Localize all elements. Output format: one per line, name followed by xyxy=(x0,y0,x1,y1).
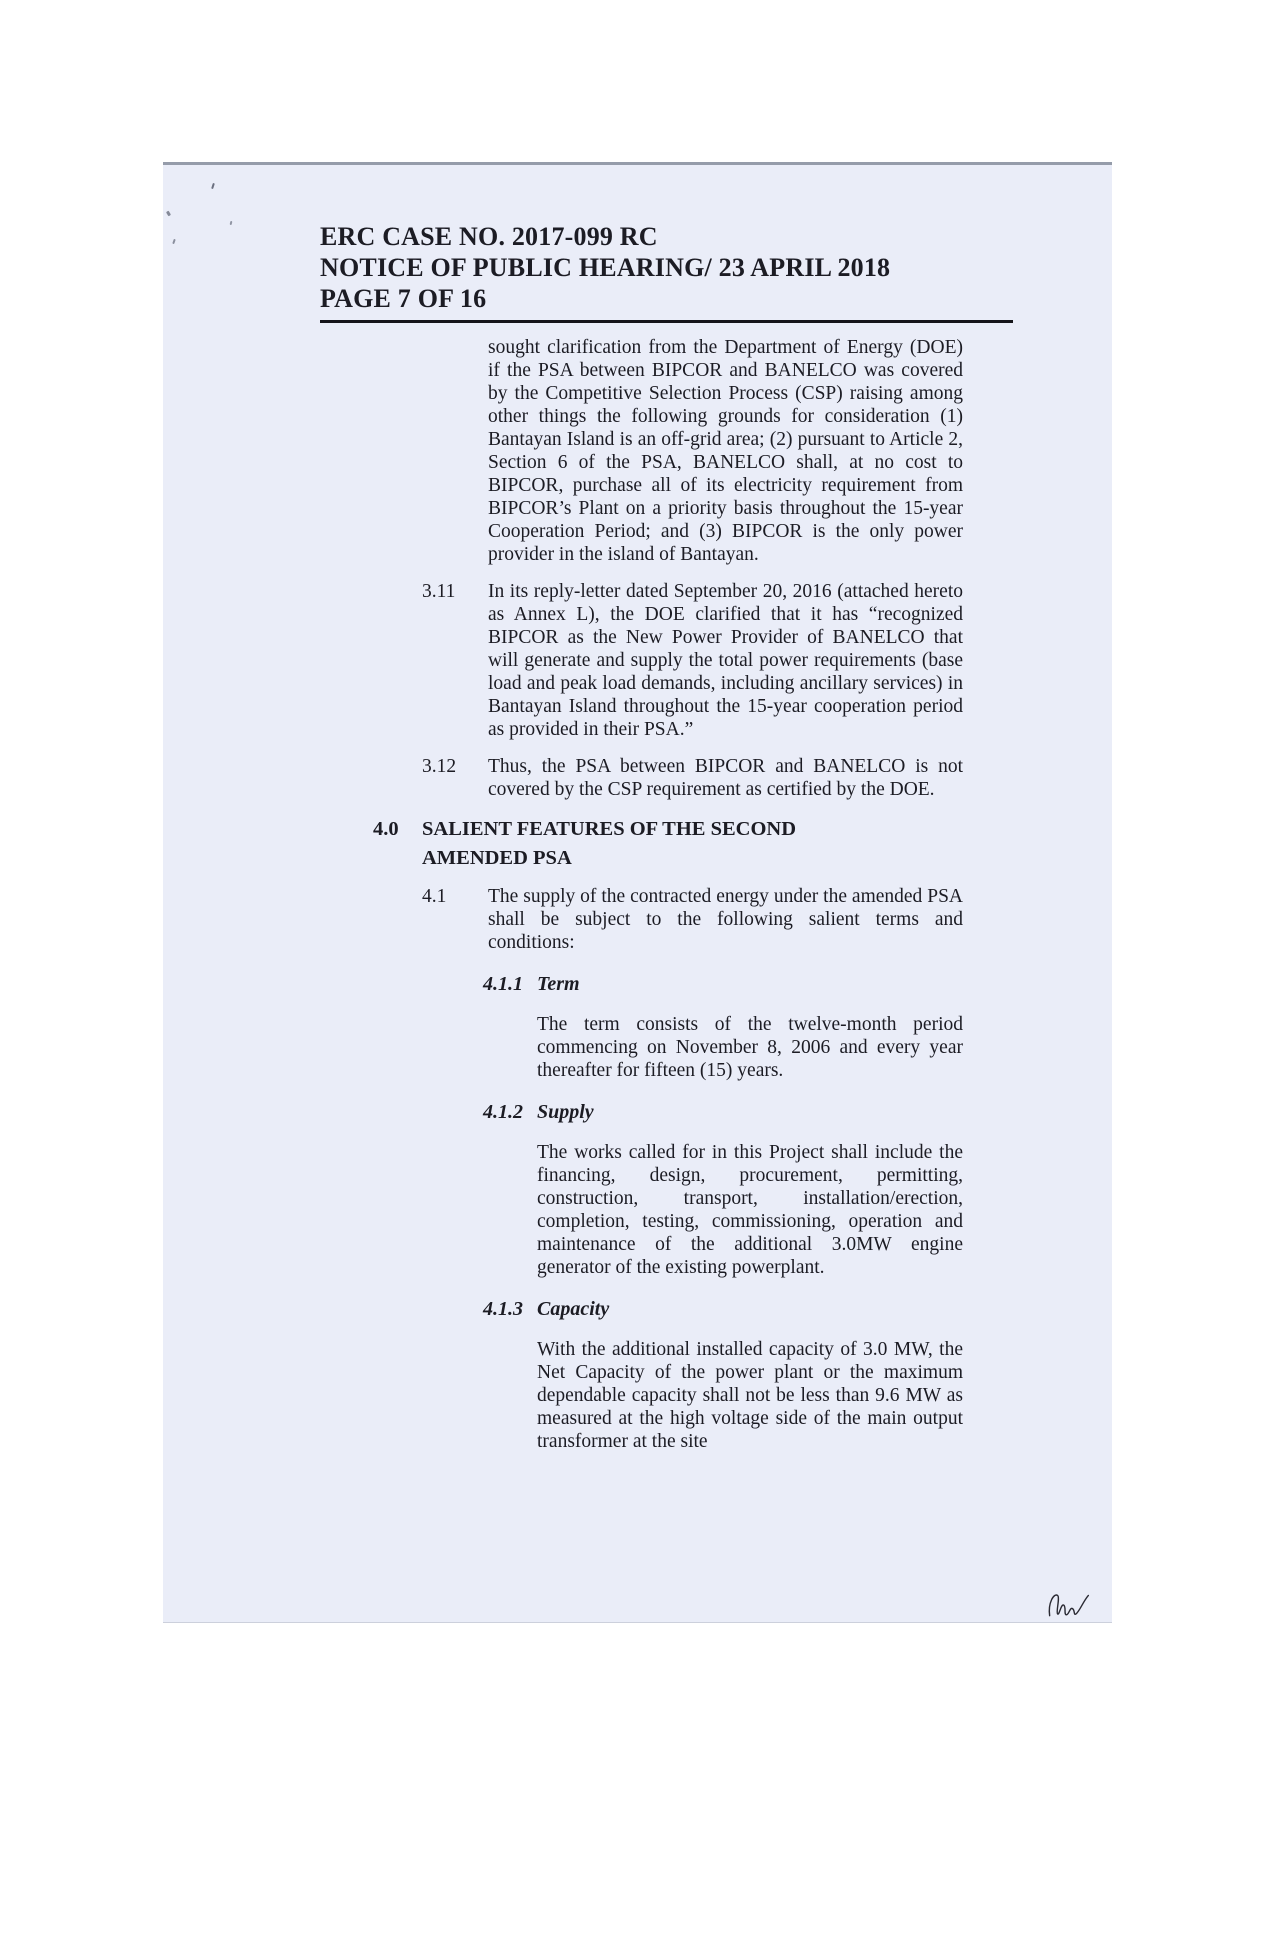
section-4-0-heading-text: SALIENT FEATURES OF THE SECOND AMENDED PSA xyxy=(422,818,797,869)
scan-speck xyxy=(166,211,171,217)
paragraph-3-12-text: Thus, the PSA between BIPCOR and BANELCO is not covered by the CSP requirement as certified by the DOE. xyxy=(488,756,963,800)
document-blocks xyxy=(163,336,1112,1467)
subbody-4-1-2: The works called for in this Project shall include the financing, design, procurement, permitting, construction, transport, installation/erection, completion, testing, commissioning, operation and maintenance of the additional 3.0MW engine generator of the existing powerplant. xyxy=(537,1142,963,1278)
subheading-4-1-2 xyxy=(483,1100,1112,1125)
subheading-4-1-1-text: Term xyxy=(537,973,580,995)
subbody-4-1-3: With the additional installed capacity of 3.0 MW, the Net Capacity of the power plant or the maximum dependable capacity shall not be less than 9.6 MW as measured at the high voltage side of the main output transformer at the site xyxy=(537,1339,963,1452)
subheading-4-1-3-number: 4.1.3 xyxy=(483,1298,523,1320)
header-case-number: ERC CASE NO. 2017-099 RC xyxy=(320,222,658,251)
section-4-0-heading xyxy=(373,815,1112,873)
section-4-0-heading-number: 4.0 xyxy=(373,818,399,840)
header-notice-title: NOTICE OF PUBLIC HEARING/ 23 APRIL 2018 xyxy=(320,253,891,282)
subheading-4-1-1-number: 4.1.1 xyxy=(483,973,523,995)
scan-speck xyxy=(172,239,176,244)
scan-speck xyxy=(230,221,233,225)
continuation-paragraph: sought clarification from the Department of Energy (DOE) if the PSA between BIPCOR and BANELCO was covered by the Competitive Selection Process (CSP) raising among other things the following grounds for consideration (1) Bantayan Island is an off-grid area; (2) pursuant to Article 2, Section 6 of the PSA, BANELCO shall, at no cost to BIPCOR, purchase all of its electricity requirement from BIPCOR’s Plant on a priority basis throughout the 15-year Cooperation Period; and (3) BIPCOR is the only power provider in the island of Bantayan. xyxy=(488,337,963,565)
header-page-number: PAGE 7 OF 16 xyxy=(320,284,487,313)
subheading-4-1-2-number: 4.1.2 xyxy=(483,1101,523,1123)
paragraph-3-11 xyxy=(422,580,1112,741)
paragraph-3-12-number: 3.12 xyxy=(422,756,457,777)
paragraph-4-1 xyxy=(422,885,1112,954)
document-header xyxy=(320,221,1013,323)
subheading-4-1-3-text: Capacity xyxy=(537,1298,610,1320)
subheading-4-1-2-text: Supply xyxy=(537,1101,594,1123)
paragraph-4-1-text: The supply of the contracted energy under the amended PSA shall be subject to the following salient terms and conditions: xyxy=(488,886,963,953)
scanned-page xyxy=(163,162,1112,1623)
subbody-4-1-1: The term consists of the twelve-month period commencing on November 8, 2006 and every year thereafter for fifteen (15) years. xyxy=(537,1014,963,1081)
paragraph-3-12 xyxy=(422,755,1112,801)
paragraph-3-11-text: In its reply-letter dated September 20, 2016 (attached hereto as Annex L), the DOE clarified that it has “recognized BIPCOR as the New Power Provider of BANELCO that will generate and supply the total power requirements (base load and peak load demands, including ancillary services) in Bantayan Island throughout the 15-year cooperation period as provided in their PSA.” xyxy=(488,581,963,740)
paragraph-3-11-number: 3.11 xyxy=(422,581,456,602)
subheading-4-1-1 xyxy=(483,972,1112,997)
subheading-4-1-3 xyxy=(483,1297,1112,1322)
signature-initials-icon xyxy=(1047,1589,1091,1623)
paragraph-4-1-number: 4.1 xyxy=(422,886,447,907)
scan-speck xyxy=(211,183,215,189)
